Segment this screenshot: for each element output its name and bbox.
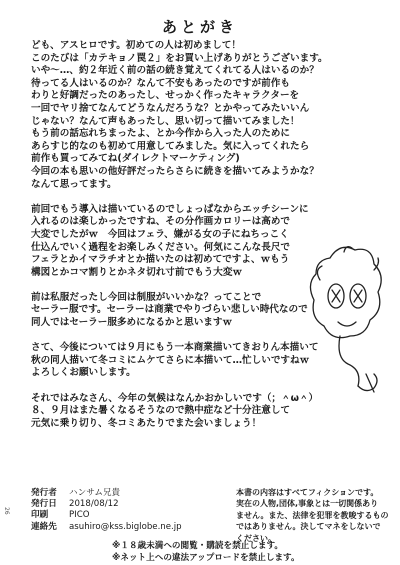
colophon-row-printer: [31, 510, 211, 521]
text-line: このたびは「カテキョノ罠２」をお買い上げありがとうございます。: [31, 52, 328, 64]
text-line: フェラとかイマラチオとか描いたのは初めてですよ、ｗもう: [31, 254, 290, 266]
text-line: 同人ではセーラー服多めになるかと思いますｗ: [31, 317, 233, 329]
text-line: 仕込んでいく過程をお楽しみください。何気にこんな長尺で: [31, 241, 291, 253]
disclaimer-line: ません。また、法律を犯罪を教唆するもの: [236, 510, 389, 520]
text-line: 一回でヤリ捨てなんてどうなんだろうな？とかやってみたいいん: [31, 102, 310, 114]
text-line: わりと好調だったのあったし、せっかく作ったキャラクターを: [31, 90, 300, 102]
text-line: 入れるのは楽しかったですね、その分作画カロリーは高めで: [31, 216, 291, 228]
notice-line: ※１８歳未満への閲覧・購読を禁止します。: [112, 541, 283, 551]
disclaimer-line: 実在の人物,団体,事象とは一切関係あり: [236, 499, 379, 509]
text-line: 前は私服だったし今回は制服がいいかな？ってことで: [31, 291, 262, 303]
colophon-label: 連絡先: [31, 521, 57, 532]
text-line: ども、アスヒロです。初めての人は初めまして！: [31, 40, 241, 51]
text-line: 秋の同人描いて冬コミにムケてさらに本描いて…忙しいですねｗ: [31, 354, 310, 366]
text-line: ８、９月はまた暑くなるそうなので熱中症など十分注意して: [31, 405, 291, 417]
text-line: さて、今後については９月にもう一本商業描いてきおりん本描いて: [31, 342, 319, 354]
page-title: あとがき: [161, 18, 238, 36]
text-line: あらすじ的なのも初めて用意してみました。気に入ってくれたら: [31, 140, 310, 152]
text-line: もう前の話忘れちまったよ、とか今作から入った人のために: [31, 128, 291, 140]
colophon-value: 2018/08/12: [69, 499, 119, 510]
colophon-row-publisher: [31, 488, 211, 499]
text-line: 大変でしたがｗ 今回はフェラ、嫌がる女の子にねちっこく: [31, 228, 289, 240]
text-line: 前回でもう導入は描いているのでしょっぱなからエッチシーンに: [31, 203, 309, 215]
text-line: それではみなさん、今年の気候はなんかおかしいです（；＾ω＾）: [31, 392, 319, 404]
text-line: 構図とかコマ割りとかネタ切れ寸前でもう大変ｗ: [31, 266, 243, 278]
colophon-value: ハンサム兄貴: [69, 488, 121, 498]
text-line: なんて思ってます。: [31, 178, 117, 190]
text-line: じゃない？なんて声もあったし、思い切って描いてみました！: [31, 115, 300, 127]
colophon-value-email: asuhiro@kss.biglobe.ne.jp: [69, 521, 182, 532]
disclaimer-line: ではありません。決してマネをしないで: [236, 522, 381, 532]
page-number: 26: [3, 507, 10, 515]
text-line: いや〜…、約２年近く前の話の続き覚えてくれてる人はいるのか？: [31, 65, 319, 77]
mascot-doodle-illustration: [300, 240, 390, 400]
text-line: 前作も買ってみてね(ダイレクトマーケティング): [31, 153, 240, 165]
text-line: よろしくお願いします。: [31, 367, 136, 379]
legal-notices: [112, 540, 300, 564]
disclaimer-line: 本書の内容はすべてフィクションです。: [236, 488, 379, 497]
colophon-value: PICO: [69, 510, 90, 521]
fiction-disclaimer: [236, 487, 389, 544]
text-line: 今回の本も思いの他好評だったらさらに続きを描いてみようかな？: [31, 165, 319, 177]
notice-line: ※ネット上への違法アップロードを禁止します。: [112, 553, 300, 563]
colophon-label: 発行日: [31, 499, 57, 510]
colophon-row-date: [31, 499, 211, 510]
paragraph-greeting: [31, 40, 376, 191]
text-line: 待ってる人はいるのか？なんて不安もあったのですが前作も: [31, 77, 290, 89]
colophon-label: 印刷: [31, 510, 49, 521]
colophon: [31, 488, 211, 533]
colophon-label: 発行者: [31, 488, 57, 498]
text-line: 元気に乗り切り、冬コミあたりでまた会いましょう！: [31, 417, 262, 429]
text-line: セーラー服です。セーラーは商業でやりづらい悲しい時代なので: [31, 304, 308, 316]
colophon-row-contact: [31, 522, 211, 533]
disclaimer-line: ください。: [236, 533, 276, 543]
